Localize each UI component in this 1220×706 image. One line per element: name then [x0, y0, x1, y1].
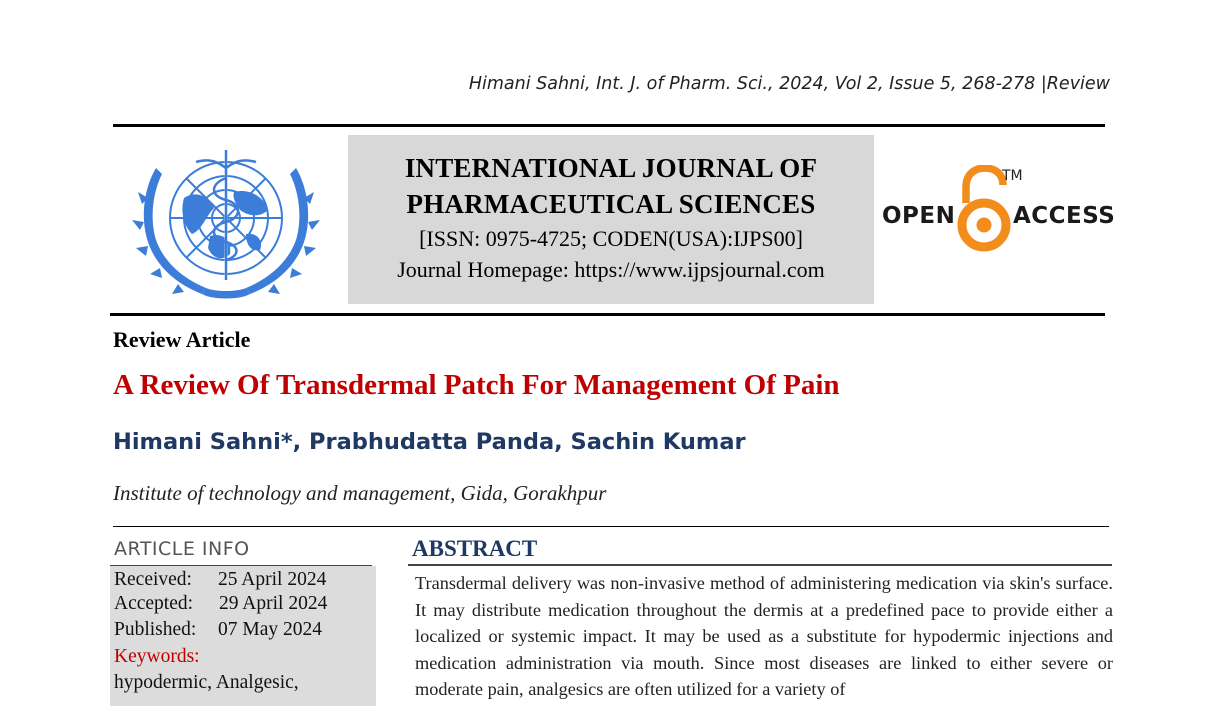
header-top-rule	[113, 124, 1105, 127]
abstract-heading: ABSTRACT	[412, 536, 538, 561]
accepted-date: 29 April 2024	[219, 593, 328, 614]
received-date: 25 April 2024	[218, 569, 327, 590]
published-label: Published:	[114, 619, 197, 640]
received-label: Received:	[114, 569, 192, 590]
journal-title-line1: INTERNATIONAL JOURNAL OF	[404, 153, 818, 183]
published-date: 07 May 2024	[218, 619, 322, 640]
accepted-label: Accepted:	[114, 593, 194, 614]
article-info-heading: ARTICLE INFO	[114, 538, 250, 560]
abstract-rule	[408, 564, 1112, 566]
author-list: Himani Sahni*, Prabhudatta Panda, Sachin Kumar	[113, 429, 746, 455]
keywords-text: hypodermic, Analgesic,	[114, 672, 299, 693]
trademark-mark: TM	[1002, 168, 1023, 184]
article-title: A Review Of Transdermal Patch For Management Of Pain	[113, 369, 840, 401]
running-head: Himani Sahni, Int. J. of Pharm. Sci., 2024, Vol 2, Issue 5, 268-278 |Review	[468, 74, 1110, 94]
header-bottom-rule	[110, 313, 1105, 316]
journal-issn: [ISSN: 0975-4725; CODEN(USA):IJPS00]	[419, 226, 803, 251]
article-type: Review Article	[113, 327, 251, 352]
open-access-logo	[880, 165, 1116, 255]
article-info-box	[110, 566, 376, 706]
open-access-open-text: OPEN	[882, 203, 956, 229]
journal-homepage: Journal Homepage: https://www.ijpsjournal.com	[397, 257, 825, 282]
open-access-access-text: ACCESS	[1013, 203, 1116, 229]
journal-emblem-logo	[126, 138, 326, 306]
journal-masthead	[348, 135, 874, 304]
affiliation-divider	[113, 526, 1109, 527]
journal-title	[348, 150, 874, 222]
keywords-label: Keywords:	[114, 646, 200, 667]
abstract-body: Transdermal delivery was non-invasive method of administering medication via skin's surface. It may distribute medication throughout the dermis at a predefined pace to provide either a localized or systemic impact. It may be used as a substitute for hypodermic injections and medication administration via mouth. Since most diseases are linked to either severe or moderate pain, analgesics are often utilized for a variety of	[415, 573, 1113, 699]
journal-title-line2: PHARMACEUTICAL SCIENCES	[406, 189, 816, 219]
author-affiliation: Institute of technology and management, Gida, Gorakhpur	[113, 481, 607, 505]
